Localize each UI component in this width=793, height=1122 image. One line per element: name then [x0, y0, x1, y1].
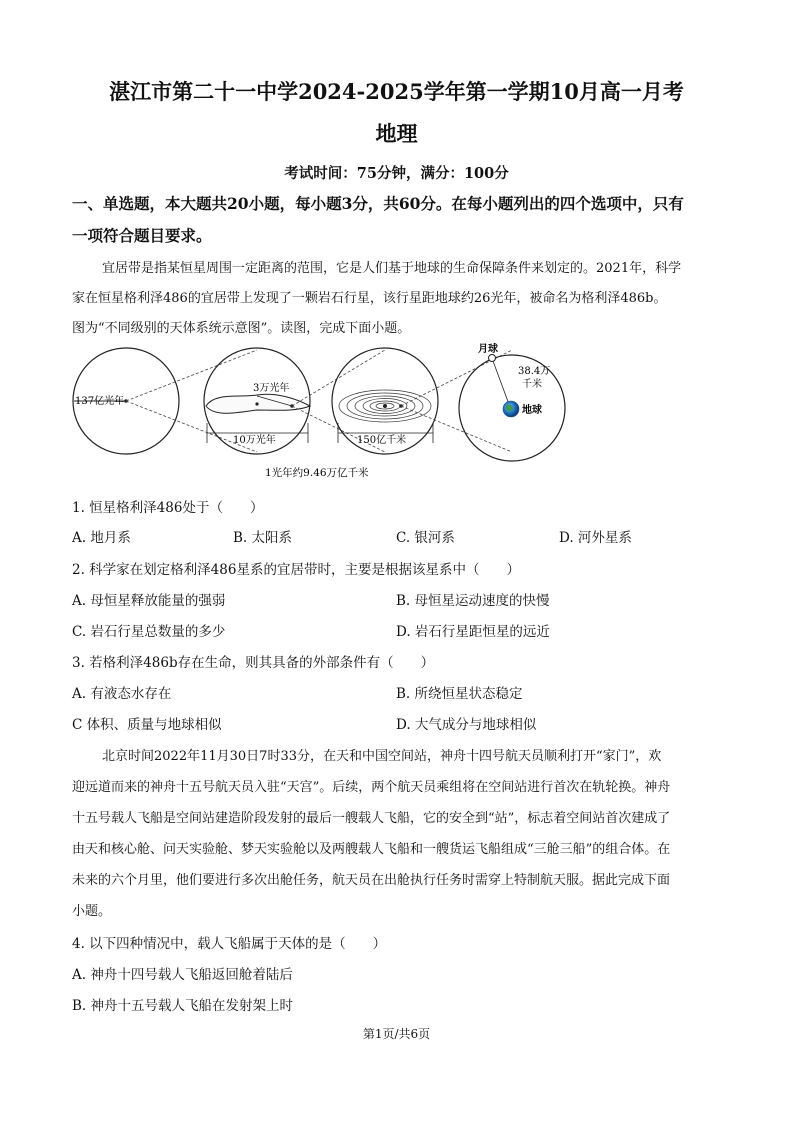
- q1-option-d: D. 河外星系: [559, 530, 632, 546]
- q2-option-c: C. 岩石行星总数量的多少: [72, 624, 226, 640]
- section-heading-line1: 一、单选题，本大题共20小题，每小题3分，共60分。在每小题列出的四个选项中，只有: [72, 194, 684, 213]
- q3-option-d: D. 大气成分与地球相似: [396, 717, 537, 733]
- passage1-line1: 宜居带是指某恒星周围一定距离的范围，它是人们基于地球的生命保障条件来划定的。2021年，科学: [102, 261, 682, 276]
- passage2-line6: 小题。: [72, 904, 112, 919]
- exam-info: 考试时间：75分钟，满分：100分: [284, 165, 509, 182]
- celestial-system-figure: [60, 340, 700, 490]
- passage2-line5: 未来的六个月里，他们要进行多次出舱任务，航天员在出舱执行任务时需穿上特制航天服。据此完成下面: [72, 873, 671, 888]
- q2-option-a: A. 母恒星释放能量的强弱: [72, 593, 226, 609]
- q4-option-a: A. 神舟十四号载人飞船返回舱着陆后: [72, 967, 293, 983]
- label-3wan: 3万光年: [253, 383, 290, 394]
- q3-option-a: A. 有液态水存在: [72, 686, 172, 702]
- question-3-stem: 3. 若格利泽486b存在生命，则其具备的外部条件有（ ）: [72, 655, 435, 671]
- page-number: 第1页/共6页: [362, 1027, 431, 1041]
- q2-option-d: D. 岩石行星距恒星的远近: [396, 624, 550, 640]
- label-150yi: 150亿千米: [357, 435, 407, 446]
- passage2-line2: 迎远道而来的神舟十五号航天员入驻“天宫”。后续，两个航天员乘组将在空间站进行首次在轨轮换。神舟: [72, 780, 671, 795]
- exam-title: 湛江市第二十一中学2024-2025学年第一学期10月高一月考: [109, 79, 684, 104]
- q2-option-b: B. 母恒星运动速度的快慢: [396, 593, 550, 609]
- passage2-line1: 北京时间2022年11月30日7时33分，在天和中国空间站，神舟十四号航天员顺利打开“家门”，欢: [102, 749, 662, 764]
- q1-option-a: A. 地月系: [72, 530, 131, 546]
- figure-caption: 1光年约9.46万亿千米: [265, 467, 369, 479]
- question-1-stem: 1. 恒星格利泽486处于（ ）: [72, 500, 264, 516]
- label-moon: 月球: [478, 344, 498, 355]
- moon-icon: [489, 355, 496, 362]
- q3-option-b: B. 所绕恒星状态稳定: [396, 686, 523, 702]
- label-10wan: 10万光年: [233, 435, 276, 446]
- subject-title: 地理: [375, 121, 418, 146]
- q4-option-b: B. 神舟十五号载人飞船在发射架上时: [72, 998, 294, 1014]
- passage2-line4: 由天和核心舱、问天实验舱、梦天实验舱以及两艘载人飞船和一艘货运飞船组成“三舱三船”的组合体。在: [72, 842, 671, 857]
- label-earth: 地球: [522, 405, 542, 416]
- passage1-line3: 图为“不同级别的天体系统示意图”。读图，完成下面小题。: [72, 321, 411, 336]
- question-2-stem: 2. 科学家在划定格利泽486星系的宜居带时，主要是根据该星系中（ ）: [72, 562, 520, 578]
- section-heading-line2: 一项符合题目要求。: [72, 226, 212, 245]
- question-4-stem: 4. 以下四种情况中，载人飞船属于天体的是（ ）: [72, 936, 387, 952]
- passage1-line2: 家在恒星格利泽486的宜居带上发现了一颗岩石行星，该行星距地球约26光年，被命名为格利泽486b。: [72, 291, 667, 306]
- label-dist2: 千米: [522, 379, 542, 390]
- q3-option-c: C 体积、质量与地球相似: [72, 717, 222, 733]
- q1-option-b: B. 太阳系: [233, 530, 293, 546]
- passage2-line3: 十五号载人飞船是空间站建造阶段发射的最后一艘载人飞船，它的安全到“站”，标志着空间站首次建成了: [72, 811, 671, 826]
- label-dist1: 38.4万: [518, 366, 551, 377]
- q1-option-c: C. 银河系: [396, 530, 455, 546]
- label-137: 137亿光年: [75, 396, 125, 407]
